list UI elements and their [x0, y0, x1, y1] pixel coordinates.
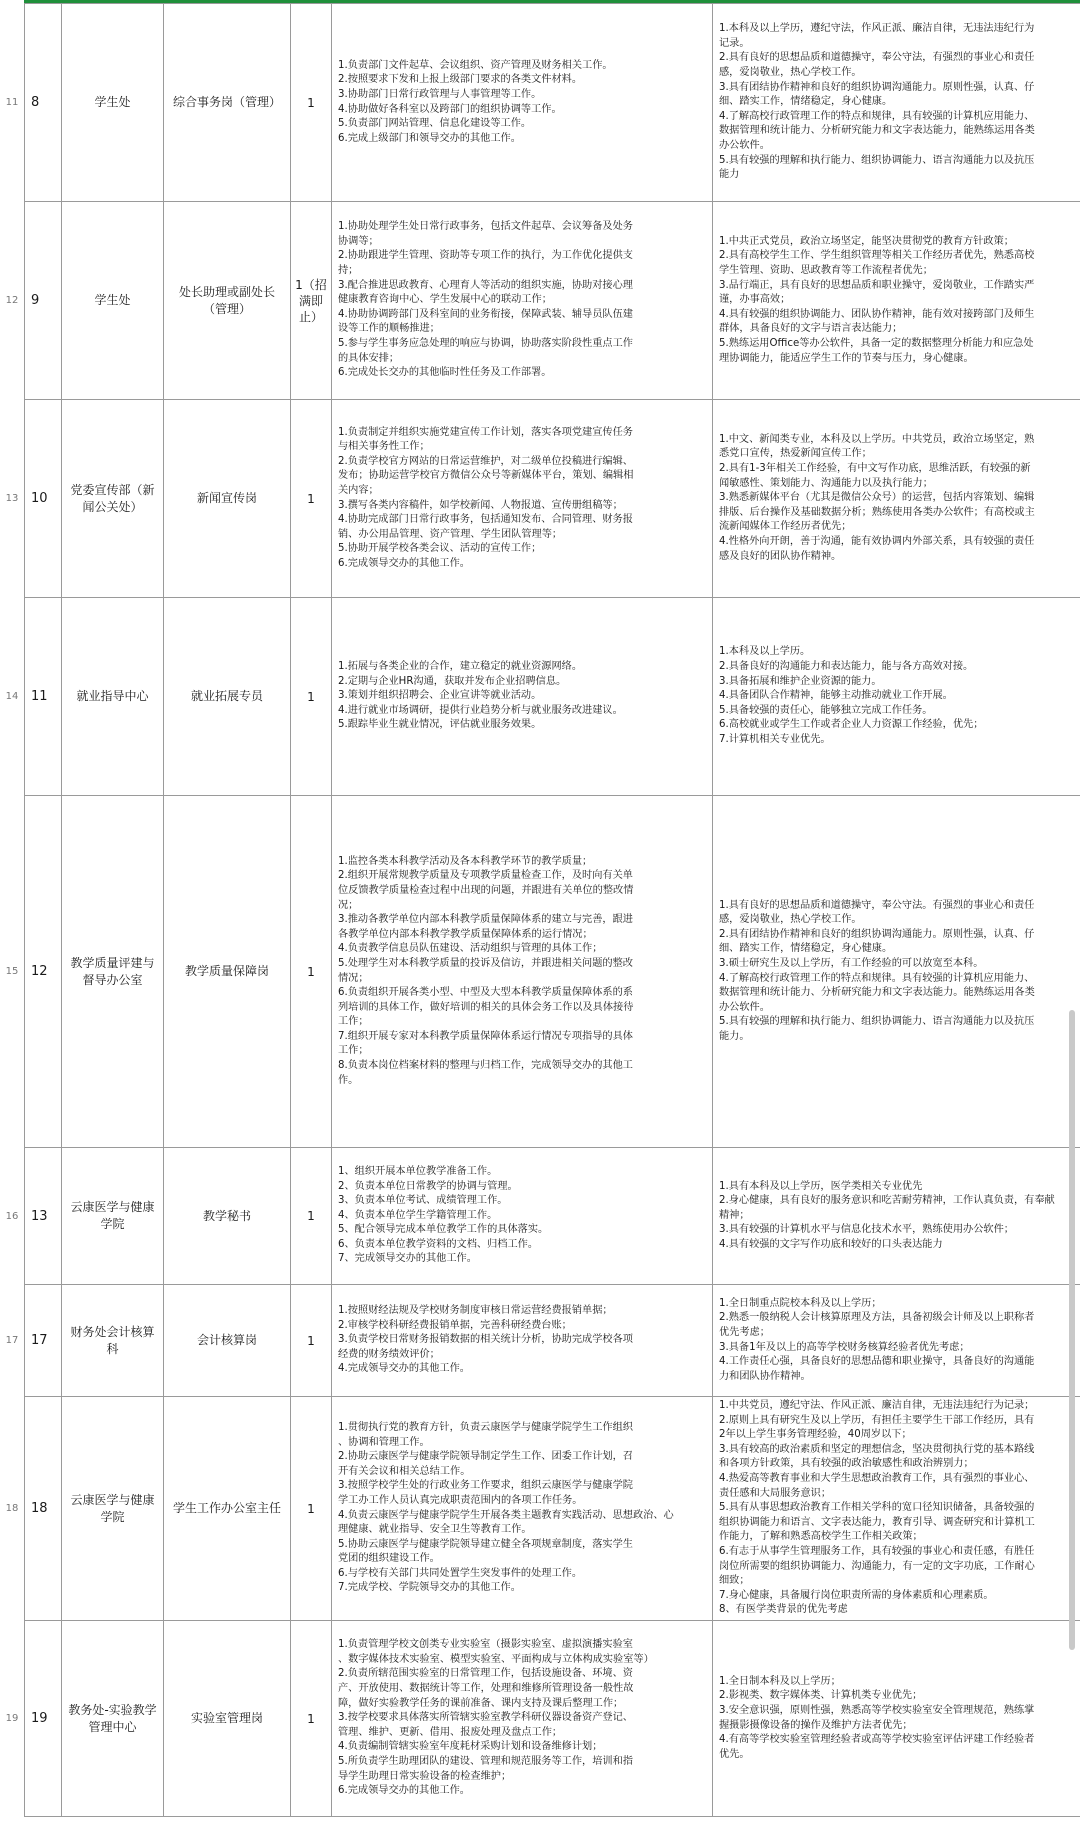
job-duties-line: 4、负责本单位学生学籍管理工作。: [338, 1209, 498, 1221]
position-name: 就业拓展专员: [164, 598, 291, 796]
job-duties-line: 1.贯彻执行党的教育方针，负责云康医学与健康学院学生工作组织: [338, 1421, 633, 1433]
job-requirements-line: 办公软件。: [719, 139, 770, 151]
post-serial: 17: [25, 1285, 62, 1397]
department: 云康医学与健康学院: [62, 1397, 164, 1621]
job-duties-line: 各教学单位内部本科教学教学质量保障体系的运行情况；: [338, 928, 593, 940]
department: 就业指导中心: [62, 598, 164, 796]
job-duties-line: 6.完成领导交办的其他工作。: [338, 557, 470, 569]
job-duties-line: 发布；协助运营学校官方微信公众号等新媒体平台，策划、编辑相: [338, 470, 634, 482]
job-duties-line: 销、办公用品管理、资产管理、学生团队管理等；: [338, 528, 563, 540]
job-requirements-line: 1.本科及以上学历，遵纪守法，作风正派、廉洁自律，无违法违纪行为: [719, 23, 1035, 35]
job-requirements-line: 6.有志于从事学生管理服务工作，具有较强的事业心和责任感，有胜任: [719, 1545, 1035, 1557]
headcount: 1: [291, 1621, 332, 1817]
row-number: 11: [0, 4, 25, 202]
department: 党委宣传部（新闻公关处）: [62, 400, 164, 598]
table-row: [0, 400, 1080, 598]
job-requirements-line: 握摄影摄像设备的操作及维护方法者优先；: [719, 1719, 913, 1731]
headcount: 1: [291, 1148, 332, 1285]
job-requirements-line: 3.硕士研究生及以上学历，有工作经验的可以放宽至本科。: [719, 957, 984, 969]
job-duties-line: 7.完成学校、学院领导交办的其他工作。: [338, 1582, 521, 1594]
job-requirements: [713, 1621, 1080, 1817]
job-duties-line: 6、负责本单位教学资料的文档、归档工作。: [338, 1238, 539, 1250]
table-row: [0, 598, 1080, 796]
job-duties-line: 3.配合推进思政教育、心理育人等活动的组织实施，协助对接心理: [338, 279, 633, 291]
job-requirements-line: 群体，具备良好的文字与语言表达能力；: [719, 323, 903, 335]
job-duties-line: 党团的组织建设工作。: [338, 1553, 440, 1565]
job-duties-line: 5.所负责学生助理团队的建设、管理和规范服务等工作，培训和指: [338, 1755, 633, 1767]
job-duties-line: 1.负责管理学校文创类专业实验室（摄影实验室、虚拟演播实验室: [338, 1639, 633, 1651]
job-duties-line: 2.负责学校官方网站的日常运营维护，对二级单位投稿进行编辑、: [338, 455, 633, 467]
position-name: 综合事务岗（管理）: [164, 4, 291, 202]
job-duties-line: 列培训的具体工作，做好培训的相关的具体会务工作以及具体接待: [338, 1001, 634, 1013]
row-number: 13: [0, 400, 25, 598]
job-duties-line: 3.协助部门日常行政管理与人事管理等工作。: [338, 88, 542, 100]
job-requirements-line: 5.熟练运用Office等办公软件，具备一定的数据整理分析能力和应急处: [719, 337, 1034, 349]
job-duties-line: 3.按学校要求具体落实所管辖实验室教学科研仪器设备资产登记、: [338, 1712, 633, 1724]
job-duties-line: 1.按照财经法规及学校财务制度审核日常运营经费报销单据；: [338, 1305, 613, 1317]
job-duties-line: 6.完成处长交办的其他临时性任务及工作部署。: [338, 367, 552, 379]
job-duties-line: 学工办工作人员认真完成职责范围内的各项工作任务。: [338, 1494, 583, 1506]
headcount: 1（招满即止）: [291, 202, 332, 400]
job-duties-line: 5.参与学生事务应急处理的响应与协调，协助落实阶段性重点工作: [338, 337, 633, 349]
job-requirements-line: 力和团队协作精神。: [719, 1370, 811, 1382]
job-requirements-line: 1.中文、新闻类专业，本科及以上学历。中共党员，政治立场坚定，熟: [719, 433, 1035, 445]
job-requirements-line: 4.性格外向开朗，善于沟通，能有效协调内外部关系，具有较强的责任: [719, 535, 1035, 547]
job-requirements-line: 岗位所需要的组织协调能力、沟通能力，有一定的文字功底，工作耐心: [719, 1560, 1035, 1572]
job-duties: [332, 400, 713, 598]
table-row: [0, 1621, 1080, 1817]
post-serial: 13: [25, 1148, 62, 1285]
job-duties-line: 5.跟踪毕业生就业情况，评估就业服务效果。: [338, 719, 542, 731]
job-duties-line: 1.拓展与各类企业的合作，建立稳定的就业资源网络。: [338, 661, 583, 673]
job-duties-line: 3.策划并组织招聘会、企业宣讲等就业活动。: [338, 690, 542, 702]
position-name: 教学秘书: [164, 1148, 291, 1285]
table-row: [0, 1285, 1080, 1397]
job-duties-line: 健康教育咨询中心、学生发展中心的联动工作；: [338, 294, 552, 306]
job-duties: [332, 202, 713, 400]
job-requirements-line: 感及良好的团队协作精神。: [719, 550, 842, 562]
job-requirements-line: 2.具有良好的思想品质和道德操守，奉公守法，有强烈的事业心和责任: [719, 52, 1035, 64]
position-name: 学生工作办公室主任: [164, 1397, 291, 1621]
job-requirements-line: 2.具备良好的沟通能力和表达能力，能与各方高效对接。: [719, 661, 974, 673]
job-duties-line: 设等工作的顺畅推进；: [338, 323, 440, 335]
job-duties-line: 障，做好实验教学任务的课前准备、课内支持及课后整理工作；: [338, 1697, 624, 1709]
job-requirements: [713, 1285, 1080, 1397]
table-row: [0, 202, 1080, 400]
job-duties: [332, 1285, 713, 1397]
job-requirements-line: 3.具有较高的政治素质和坚定的理想信念，坚决贯彻执行党的基本路线: [719, 1443, 1035, 1455]
headcount: 1: [291, 1397, 332, 1621]
job-duties-line: 5.协助云康医学与健康学院领导建立健全各项规章制度，落实学生: [338, 1538, 633, 1550]
job-duties-line: 6.完成上级部门和领导交办的其他工作。: [338, 132, 521, 144]
post-serial: 19: [25, 1621, 62, 1817]
job-duties-line: 4.负责教学信息员队伍建设、活动组织与管理的具体工作；: [338, 943, 603, 955]
job-requirements-line: 3.熟悉新媒体平台（尤其是微信公众号）的运营，包括内容策划、编辑: [719, 492, 1035, 504]
job-duties-line: 导学生助理日常实验设备的检查维护；: [338, 1770, 512, 1782]
job-requirements-line: 2.具有团结协作精神和良好的组织协调沟通能力。原则性强，认真、仔: [719, 928, 1035, 940]
job-duties-line: 5、配合领导完成本单位教学工作的具体落实。: [338, 1224, 549, 1236]
table-row: [0, 796, 1080, 1148]
job-duties: [332, 796, 713, 1148]
job-requirements-line: 流新闻媒体工作经历者优先；: [719, 521, 852, 533]
job-requirements-line: 谨，办事高效；: [719, 294, 791, 306]
job-duties: [332, 4, 713, 202]
post-serial: 9: [25, 202, 62, 400]
row-number: 14: [0, 598, 25, 796]
job-requirements-line: 细致；: [719, 1575, 750, 1587]
job-duties-line: 6.完成领导交办的其他工作。: [338, 1785, 470, 1797]
job-duties: [332, 1397, 713, 1621]
job-requirements-line: 3.具有较强的计算机水平与信息化技术水平，熟练使用办公软件；: [719, 1224, 1014, 1236]
job-duties-line: 2.按照要求下发和上报上级部门要求的各类文件材料。: [338, 74, 583, 86]
job-duties-line: 7.组织开展专家对本科教学质量保障体系运行情况专项指导的具体: [338, 1030, 633, 1042]
job-duties-line: 4.负责编制管辖实验室年度耗材采购计划和设备维修计划；: [338, 1741, 603, 1753]
job-requirements-line: 能力: [719, 169, 740, 181]
job-requirements-line: 组织协调能力和语言、文字表达能力，教育引导、调查研究和计算机工: [719, 1516, 1035, 1528]
table-row: [0, 4, 1080, 202]
position-name: 处长助理或副处长（管理）: [164, 202, 291, 400]
job-duties-line: 1.协助处理学生处日常行政事务，包括文件起草、会议筹备及处务: [338, 221, 633, 233]
job-requirements-line: 5.具有较强的理解和执行能力、组织协调能力、语言沟通能力以及抗压: [719, 154, 1035, 166]
department: 云康医学与健康学院: [62, 1148, 164, 1285]
job-requirements-line: 7.计算机相关专业优先。: [719, 733, 831, 745]
job-duties-line: 2、负责本单位日常教学的协调与管理。: [338, 1180, 518, 1192]
job-requirements-line: 2.原则上具有研究生及以上学历，有担任主要学生干部工作经历，具有: [719, 1414, 1035, 1426]
post-serial: 12: [25, 796, 62, 1148]
job-duties-line: 5.负责部门网站管理、信息化建设等工作。: [338, 118, 532, 130]
row-number: 19: [0, 1621, 25, 1817]
job-requirements-line: 1.全日制本科及以上学历；: [719, 1675, 841, 1687]
job-requirements-line: 2.身心健康，具有良好的服务意识和吃苦耐劳精神，工作认真负责，有奉献: [719, 1195, 1055, 1207]
job-requirements-line: 优先。: [719, 1748, 750, 1760]
job-requirements-line: 1.中共正式党员，政治立场坚定，能坚决贯彻党的教育方针政策；: [719, 235, 1014, 247]
job-duties-line: 3.负责学校日常财务报销数据的相关统计分析，协助完成学校各项: [338, 1334, 633, 1346]
job-duties: [332, 1621, 713, 1817]
job-duties-line: 1.负责制定并组织实施党建宣传工作计划，落实各项党建宣传任务: [338, 426, 633, 438]
job-duties-line: 情况；: [338, 972, 369, 984]
job-requirements-line: 细、踏实工作，情绪稳定，身心健康。: [719, 96, 893, 108]
job-requirements-line: 4.具有较强的文字写作功底和较好的口头表达能力: [719, 1238, 943, 1250]
row-number: 15: [0, 796, 25, 1148]
job-requirements-line: 理协调能力，能适应学生工作的节奏与压力，身心健康。: [719, 352, 974, 364]
department: 教学质量评建与督导办公室: [62, 796, 164, 1148]
job-duties-line: 、协调和管理工作。: [338, 1436, 430, 1448]
department: 学生处: [62, 202, 164, 400]
job-requirements-line: 能力。: [719, 1030, 750, 1042]
job-duties-line: 4.协助完成部门日常行政事务，包括通知发布、合同管理、财务报: [338, 514, 633, 526]
row-number: 17: [0, 1285, 25, 1397]
job-duties-line: 2.审核学校科研经费报销单据，完善科研经费台账；: [338, 1319, 572, 1331]
job-duties-line: 产、开放使用、数据统计等工作，处理和维修所管理设备一般性故: [338, 1683, 634, 1695]
job-requirements-line: 责任感和大局服务意识；: [719, 1487, 832, 1499]
job-requirements-line: 优先考虑；: [719, 1326, 770, 1338]
job-requirements-line: 1.本科及以上学历。: [719, 646, 811, 658]
job-duties-line: 4.负责云康医学与健康学院学生开展各类主题教育实践活动、思想政治、心: [338, 1509, 674, 1521]
job-duties-line: 况；: [338, 899, 359, 911]
job-requirements: [713, 202, 1080, 400]
job-duties-line: 的具体安排；: [338, 352, 400, 364]
job-duties-line: 关内容；: [338, 484, 379, 496]
table-row: [0, 1397, 1080, 1621]
job-requirements-line: 7.身心健康，具备履行岗位职责所需的身体素质和心理素质。: [719, 1589, 994, 1601]
post-serial: 8: [25, 4, 62, 202]
job-duties-line: 持；: [338, 265, 359, 277]
job-duties-line: 1.监控各类本科教学活动及各本科教学环节的教学质量；: [338, 855, 593, 867]
job-duties-line: 6.负责组织开展各类小型、中型及大型本科教学质量保障体系的系: [338, 987, 633, 999]
job-requirements-line: 2年以上学生事务管理经验，40周岁以下；: [719, 1429, 912, 1441]
job-duties-line: 4.协助协调跨部门及科室间的业务衔接，保障武装、辅导员队伍建: [338, 308, 633, 320]
headcount: 1: [291, 796, 332, 1148]
job-requirements-line: 2.具有1-3年相关工作经验，有中文写作功底，思维活跃，有较强的新: [719, 463, 1031, 475]
job-requirements-line: 闻敏感性、策划能力、沟通能力以及执行能力；: [719, 477, 933, 489]
job-duties-line: 理健康、就业指导、安全卫生等教育工作。: [338, 1524, 532, 1536]
job-requirements: [713, 598, 1080, 796]
job-requirements-line: 1.具有良好的思想品质和道德操守，奉公守法。有强烈的事业心和责任: [719, 899, 1035, 911]
post-serial: 11: [25, 598, 62, 796]
job-requirements-line: 4.具备团队合作精神，能够主动推动就业工作开展。: [719, 690, 953, 702]
headcount: 1: [291, 1285, 332, 1397]
job-duties-line: 协调等；: [338, 235, 379, 247]
job-duties-line: 2.协助云康医学与健康学院领导制定学生工作、团委工作计划，召: [338, 1451, 633, 1463]
job-duties-line: 、数字媒体技术实验室、模型实验室、平面构成与立体构成实验室等）: [338, 1653, 654, 1665]
job-duties-line: 3.推动各教学单位内部本科教学质量保障体系的建立与完善，跟进: [338, 914, 633, 926]
job-duties-line: 3.撰写各类内容稿件，如学校新闻、人物报道、宣传册组稿等；: [338, 499, 623, 511]
job-requirements: [713, 4, 1080, 202]
headcount: 1: [291, 4, 332, 202]
job-duties-line: 1、组织开展本单位教学准备工作。: [338, 1165, 498, 1177]
job-requirements: [713, 1397, 1080, 1621]
job-duties-line: 位反馈教学质量检查过程中出现的问题，并跟进有关单位的整改情: [338, 884, 634, 896]
headcount: 1: [291, 598, 332, 796]
job-duties-line: 工作；: [338, 1045, 369, 1057]
job-requirements-line: 2.影视类、数字媒体类、计算机类专业优先；: [719, 1690, 923, 1702]
job-requirements-line: 4.了解高校行政管理工作的特点和规律，具有较强的计算机应用能力、: [719, 110, 1035, 122]
position-name: 实验室管理岗: [164, 1621, 291, 1817]
scrollbar[interactable]: [1069, 1010, 1075, 1650]
job-requirements-line: 3.具有团结协作精神和良好的组织协调沟通能力。原则性强，认真、仔: [719, 81, 1035, 93]
job-requirements-line: 1.全日制重点院校本科及以上学历；: [719, 1297, 882, 1309]
job-duties-line: 开有关会议和相关总结工作。: [338, 1465, 471, 1477]
job-requirements-line: 5.具有较强的理解和执行能力、组织协调能力、语言沟通能力以及抗压: [719, 1016, 1035, 1028]
job-requirements-line: 4.了解高校行政管理工作的特点和规律。具有较强的计算机应用能力、: [719, 972, 1035, 984]
department: 教务处-实验教学管理中心: [62, 1621, 164, 1817]
job-requirements-line: 4.有高等学校实验室管理经验者或高等学校实验室评估评建工作经验者: [719, 1734, 1035, 1746]
job-requirements-line: 精神；: [719, 1209, 750, 1221]
job-duties-line: 2.协助跟进学生管理、资助等专项工作的执行，为工作优化提供支: [338, 250, 633, 262]
job-duties-line: 4.协助做好各科室以及跨部门的组织协调等工作。: [338, 103, 562, 115]
job-duties-line: 4.完成领导交办的其他工作。: [338, 1363, 470, 1375]
job-requirements-line: 细、踏实工作，情绪稳定，身心健康。: [719, 943, 893, 955]
job-duties-line: 3、负责本单位考试、成绩管理工作。: [338, 1195, 508, 1207]
job-requirements-line: 1.具有本科及以上学历，医学类相关专业优先: [719, 1180, 923, 1192]
job-requirements-line: 感，爱岗敬业，热心学校工作。: [719, 914, 862, 926]
position-name: 会计核算岗: [164, 1285, 291, 1397]
job-duties-line: 与相关事务性工作；: [338, 441, 430, 453]
table-row: [0, 1148, 1080, 1285]
job-requirements-line: 3.具备拓展和维护企业资源的能力。: [719, 675, 882, 687]
job-duties-line: 2.定期与企业HR沟通，获取并发布企业招聘信息。: [338, 675, 567, 687]
job-requirements: [713, 796, 1080, 1148]
job-duties-line: 8.负责本岗位档案材料的整理与归档工作，完成领导交办的其他工: [338, 1060, 633, 1072]
job-requirements-line: 8、有医学类背景的优先考虑: [719, 1604, 848, 1616]
job-requirements-line: 4.具有较强的组织协调能力、团队协作精神，能有效对接跨部门及师生: [719, 308, 1035, 320]
job-duties: [332, 1148, 713, 1285]
job-requirements-line: 3.品行端正，具有良好的思想品质和职业操守，爱岗敬业，工作踏实严: [719, 279, 1035, 291]
job-duties-line: 管理、维护、更新、借用、报废处理及盘点工作；: [338, 1726, 563, 1738]
job-requirements-line: 4.热爱高等教育事业和大学生思想政治教育工作，具有强烈的事业心、: [719, 1473, 1035, 1485]
department: 财务处会计核算科: [62, 1285, 164, 1397]
row-number: 12: [0, 202, 25, 400]
job-requirements-line: 作能力，了解和熟悉高校学生工作相关政策；: [719, 1531, 923, 1543]
job-requirements-line: 感，爱岗敬业，热心学校工作。: [719, 67, 862, 79]
job-requirements-line: 4.工作责任心强，具备良好的思想品德和职业操守，具备良好的沟通能: [719, 1356, 1035, 1368]
job-requirements-line: 5.具备较强的责任心，能够独立完成工作任务。: [719, 704, 933, 716]
position-name: 教学质量保障岗: [164, 796, 291, 1148]
recruitment-table: [0, 3, 1080, 1817]
job-duties-line: 5.处理学生对本科教学质量的投诉及信访，并跟进相关问题的整改: [338, 957, 633, 969]
post-serial: 10: [25, 400, 62, 598]
department: 学生处: [62, 4, 164, 202]
job-duties: [332, 598, 713, 796]
job-requirements: [713, 400, 1080, 598]
job-duties-line: 1.负责部门文件起草、会议组织、资产管理及财务相关工作。: [338, 59, 613, 71]
job-duties-line: 5.协助开展学校各类会议、活动的宣传工作；: [338, 543, 542, 555]
job-requirements-line: 3.安全意识强，原则性强，熟悉高等学校实验室安全管理规范，熟练掌: [719, 1704, 1035, 1716]
job-duties-line: 2.组织开展常规教学质量及专项教学质量检查工作，及时向有关单: [338, 870, 633, 882]
job-requirements-line: 2.具有高校学生工作、学生组织管理等相关工作经历者优先，熟悉高校: [719, 250, 1035, 262]
job-duties-line: 作。: [338, 1074, 359, 1086]
job-requirements-line: 数据管理和统计能力、分析研究能力和文字表达能力。能熟练运用各类: [719, 987, 1035, 999]
position-name: 新闻宣传岗: [164, 400, 291, 598]
job-requirements-line: 学生管理、资助、思政教育等工作流程者优先；: [719, 265, 933, 277]
job-duties-line: 7、完成领导交办的其他工作。: [338, 1253, 477, 1265]
job-requirements-line: 记录。: [719, 37, 750, 49]
job-duties-line: 经费的财务绩效评价；: [338, 1348, 440, 1360]
job-requirements-line: 5.具有从事思想政治教育工作相关学科的宽口径知识储备，具备较强的: [719, 1502, 1035, 1514]
post-serial: 18: [25, 1397, 62, 1621]
job-requirements-line: 办公软件。: [719, 1001, 770, 1013]
job-duties-line: 4.进行就业市场调研，提供行业趋势分析与就业服务改进建议。: [338, 704, 623, 716]
job-requirements-line: 2.熟悉一般纳税人会计核算原理及方法，具备初级会计师及以上职称者: [719, 1312, 1035, 1324]
job-requirements-line: 排版、后台操作及基础数据分析；熟练使用各类办公软件；有高校或主: [719, 506, 1035, 518]
job-requirements-line: 3.具备1年及以上的高等学校财务核算经验者优先考虑；: [719, 1341, 970, 1353]
job-duties-line: 工作；: [338, 1016, 369, 1028]
job-requirements: [713, 1148, 1080, 1285]
job-requirements-line: 1.中共党员，遵纪守法、作风正派、廉洁自律，无违法违纪行为记录；: [719, 1400, 1035, 1412]
headcount: 1: [291, 400, 332, 598]
job-requirements-line: 数据管理和统计能力、分析研究能力和文字表达能力，能熟练运用各类: [719, 125, 1035, 137]
job-duties-line: 3.按照学校学生处的行政业务工作要求，组织云康医学与健康学院: [338, 1480, 633, 1492]
row-number: 18: [0, 1397, 25, 1621]
job-requirements-line: 6.高校就业或学生工作或者企业人力资源工作经验，优先；: [719, 719, 984, 731]
job-duties-line: 2.负责所辖范围实验室的日常管理工作，包括设施设备、环境、资: [338, 1668, 633, 1680]
job-requirements-line: 和各项方针政策，具有较强的政治敏感性和政治辨别力；: [719, 1458, 974, 1470]
row-number: 16: [0, 1148, 25, 1285]
job-duties-line: 6.与学校有关部门共同处置学生突发事件的处理工作。: [338, 1567, 583, 1579]
job-requirements-line: 悉党口宣传，热爱新闻宣传工作；: [719, 448, 872, 460]
